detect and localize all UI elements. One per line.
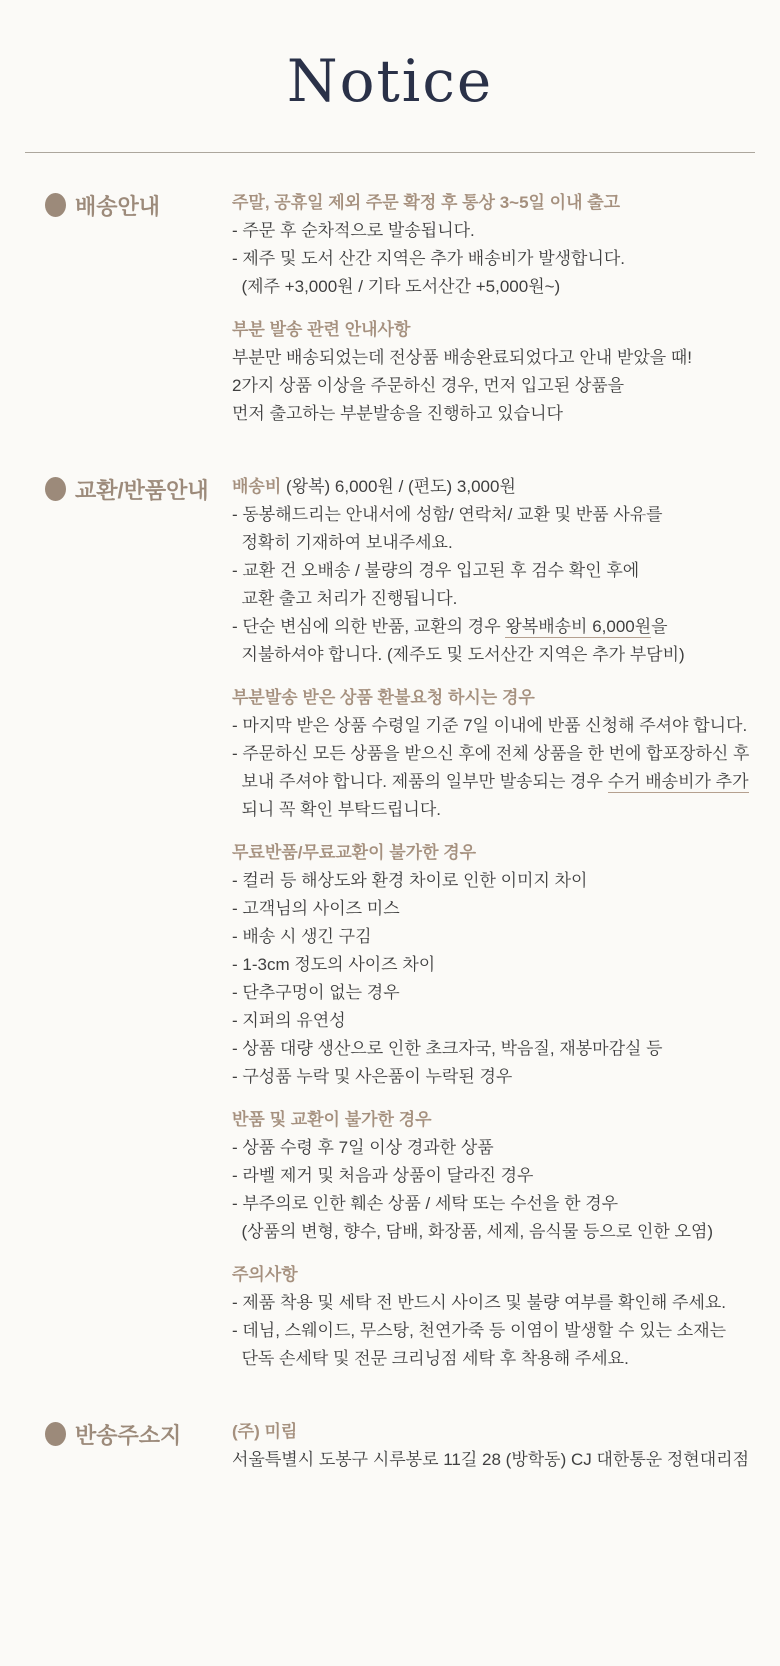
text-segment: - 부주의로 인한 훼손 상품 / 세탁 또는 수선을 한 경우 [232,1193,619,1213]
text-line [232,273,760,301]
text-segment: - 주문 후 순차적으로 발송됩니다. [232,220,475,240]
text-segment: 교환 출고 처리가 진행됩니다. [232,588,458,608]
content-group [232,1418,760,1474]
text-segment: - 1-3cm 정도의 사이즈 차이 [232,954,436,974]
content-group [232,1106,760,1246]
section-shipping [45,189,760,428]
text-segment: - 주문하신 모든 상품을 받으신 후에 전체 상품을 한 번에 합포장하신 후 [232,743,750,763]
section-label [45,473,232,505]
content-group [232,189,760,301]
text-segment: 단독 손세탁 및 전문 크리닝점 세탁 후 착용해 주세요. [232,1348,629,1368]
text-line [232,585,760,613]
text-line [232,1134,760,1162]
text-segment: - 제품 착용 및 세탁 전 반드시 사이즈 및 불량 여부를 확인해 주세요. [232,1292,727,1312]
group-heading [232,1261,760,1289]
text-segment: 보내 주셔야 합니다. 제품의 일부만 발송되는 경우 [232,771,608,791]
text-segment: - 구성품 누락 및 사은품이 누락된 경우 [232,1066,513,1086]
group-heading [232,684,760,712]
section-bullet-icon [45,1422,66,1446]
text-segment: 서울특별시 도봉구 시루봉로 11길 28 (방학동) CJ 대한통운 정현대리점 [232,1449,749,1469]
text-segment: - 단순 변심에 의한 반품, 교환의 경우 [232,616,506,636]
text-line [232,1345,760,1373]
content-group [232,473,760,669]
text-segment: - 교환 건 오배송 / 불량의 경우 입고된 후 검수 확인 후에 [232,560,640,580]
text-segment: - 단추구멍이 없는 경우 [232,982,400,1002]
section-label-text: 교환/반품안내 [75,477,209,503]
text-line [232,557,760,585]
text-line [232,796,760,824]
section-label-text: 반송주소지 [75,1422,182,1448]
text-line [232,1289,760,1317]
text-line [232,979,760,1007]
text-line [232,400,760,428]
content-group [232,316,760,428]
text-line [232,895,760,923]
text-segment: 부분 발송 관련 안내사항 [232,319,411,339]
text-line [232,768,760,796]
text-line [232,923,760,951]
text-segment: (상품의 변형, 향수, 담배, 화장품, 세제, 음식물 등으로 인한 오염) [232,1221,714,1241]
text-segment: 먼저 출고하는 부분발송을 진행하고 있습니다 [232,403,563,423]
group-heading [232,473,760,501]
text-line [232,1218,760,1246]
group-heading [232,316,760,344]
text-segment: - 지퍼의 유연성 [232,1010,346,1030]
section-label-text: 배송안내 [75,193,161,219]
content-group [232,839,760,1091]
text-line [232,1162,760,1190]
text-segment: 되니 꼭 확인 부탁드립니다. [232,799,441,819]
text-segment: (주) 미림 [232,1421,298,1441]
section-content [232,189,760,428]
section-return-address [45,1418,760,1474]
group-heading [232,1418,760,1446]
text-segment: 부분발송 받은 상품 환불요청 하시는 경우 [232,687,535,707]
text-segment: 2가지 상품 이상을 주문하신 경우, 먼저 입고된 상품을 [232,375,625,395]
text-segment: 지불하셔야 합니다. (제주도 및 도서산간 지역은 추가 부담비) [232,644,685,664]
text-line [232,1007,760,1035]
text-segment: - 상품 대량 생산으로 인한 초크자국, 박음질, 재봉마감실 등 [232,1038,663,1058]
text-segment: - 라벨 제거 및 처음과 상품이 달라진 경우 [232,1165,534,1185]
text-segment: - 상품 수령 후 7일 이상 경과한 상품 [232,1137,494,1157]
text-segment: 배송비 [232,476,282,496]
text-segment: - 동봉해드리는 안내서에 성함/ 연락처/ 교환 및 반품 사유를 [232,504,663,524]
text-segment: - 마지막 받은 상품 수령일 기준 7일 이내에 반품 신청해 주셔야 합니다. [232,715,748,735]
group-heading [232,839,760,867]
text-segment: 부분만 배송되었는데 전상품 배송완료되었다고 안내 받았을 때! [232,347,693,367]
content-group [232,684,760,824]
section-bullet-icon [45,193,66,217]
text-line [232,1063,760,1091]
text-line [232,1446,760,1474]
text-segment: 주의사항 [232,1264,298,1284]
text-line [232,740,760,768]
text-segment: - 고객님의 사이즈 미스 [232,898,400,918]
text-segment: - 제주 및 도서 산간 지역은 추가 배송비가 발생합니다. [232,248,626,268]
text-line [232,1190,760,1218]
text-segment: - 데님, 스웨이드, 무스탕, 천연가죽 등 이염이 발생할 수 있는 소재는 [232,1320,727,1340]
section-content [232,473,760,1373]
section-content [232,1418,760,1474]
section-label [45,1418,232,1450]
text-segment: 반품 및 교환이 불가한 경우 [232,1109,432,1129]
text-segment: (왕복) 6,000원 / (편도) 3,000원 [281,476,516,496]
section-label [45,189,232,221]
text-line [232,951,760,979]
text-line [232,712,760,740]
text-line [232,867,760,895]
text-line [232,344,760,372]
sections [0,153,780,1474]
content-group [232,1261,760,1373]
text-line [232,501,760,529]
section-bullet-icon [45,477,66,501]
text-segment: (제주 +3,000원 / 기타 도서산간 +5,000원~) [232,276,561,296]
text-line [232,217,760,245]
text-segment: 주말, 공휴일 제외 주문 확정 후 통상 3~5일 이내 출고 [232,192,621,212]
text-segment: 수거 배송비가 추가 [607,771,749,791]
text-segment: - 컬러 등 해상도와 환경 차이로 인한 이미지 차이 [232,870,588,890]
text-line [232,529,760,557]
section-exchange-return [45,473,760,1373]
text-segment: - 배송 시 생긴 구김 [232,926,372,946]
group-heading [232,1106,760,1134]
text-segment: 무료반품/무료교환이 불가한 경우 [232,842,477,862]
text-line [232,641,760,669]
group-heading [232,189,760,217]
text-segment: 왕복배송비 6,000원 [505,616,652,636]
text-line [232,1035,760,1063]
text-line [232,245,760,273]
text-line [232,372,760,400]
text-line [232,613,760,641]
text-segment: 을 [651,616,668,636]
text-segment: 정확히 기재하여 보내주세요. [232,532,453,552]
text-line [232,1317,760,1345]
page-title: Notice [286,47,494,115]
